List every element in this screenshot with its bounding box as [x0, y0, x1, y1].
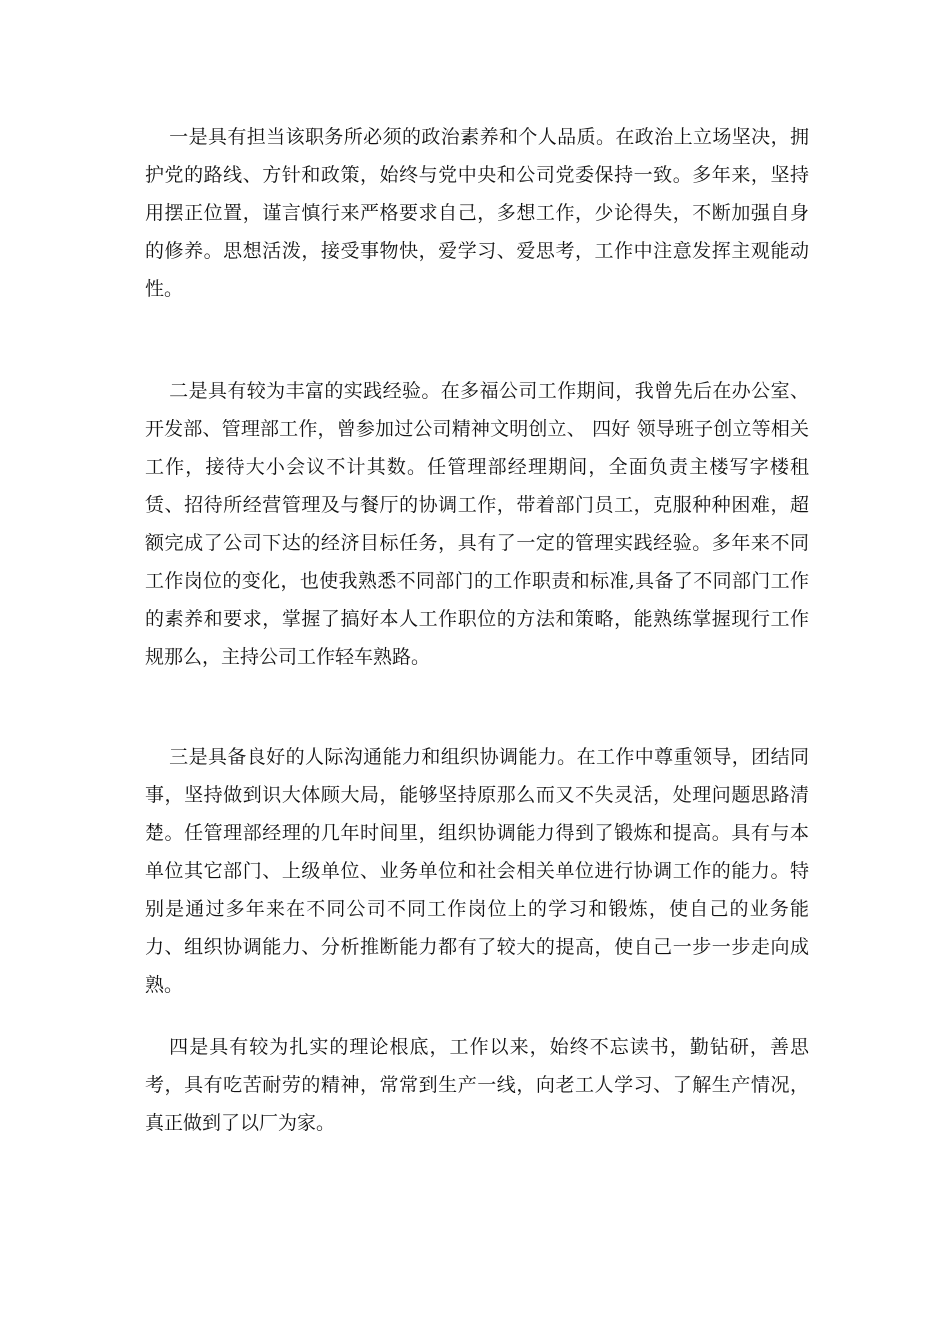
paragraph-theoretical-foundation: 四是具有较为扎实的理论根底，工作以来，始终不忘读书，勤钻研，善思考，具有吃苦耐劳的精神，常常到生产一线，向老工人学习、了解生产情况，真正做到了以厂为家。 [145, 1036, 809, 1134]
paragraph-communication-ability: 三是具备良好的人际沟通能力和组织协调能力。在工作中尊重领导，团结同事，坚持做到识大体顾大局，能够坚持原那么而又不失灵活，处理问题思路清楚。任管理部经理的几年时间里，组织协调能力得到了锻炼和提高。具有与本单位其它部门、上级单位、业务单位和社会相关单位进行协调工作的能力。特别是通过多年来在不同公司不同工作岗位上的学习和锻炼，使自己的业务能力、组织协调能力、分析推断能力都有了较大的提高，使自己一步一步走向成熟。 [145, 746, 809, 996]
paragraph-political-quality: 一是具有担当该职务所必须的政治素养和个人品质。在政治上立场坚决，拥护党的路线、方针和政策，始终与党中央和公司党委保持一致。多年来，坚持用摆正位置，谨言慎行来严格要求自己，多想工作，少论得失，不断加强自身的修养。思想活泼，接受事物快，爱学习、爱思考，工作中注意发挥主观能动性。 [145, 126, 809, 300]
paragraph-practical-experience: 二是具有较为丰富的实践经验。在多福公司工作期间，我曾先后在办公室、开发部、管理部工作，曾参加过公司精神文明创立、 四好 领导班子创立等相关工作，接待大小会议不计其数。任管理部经理期间，全面负责主楼写字楼租赁、招待所经营管理及与餐厅的协调工作，带着部门员工，克服种种困难，超额完成了公司下达的经济目标任务，具有了一定的管理实践经验。多年来不同工作岗位的变化，也使我熟悉不同部门的工作职责和标准,具备了不同部门工作的素养和要求，掌握了搞好本人工作职位的方法和策略，能熟练掌握现行工作规那么，主持公司工作轻车熟路。 [145, 380, 809, 668]
